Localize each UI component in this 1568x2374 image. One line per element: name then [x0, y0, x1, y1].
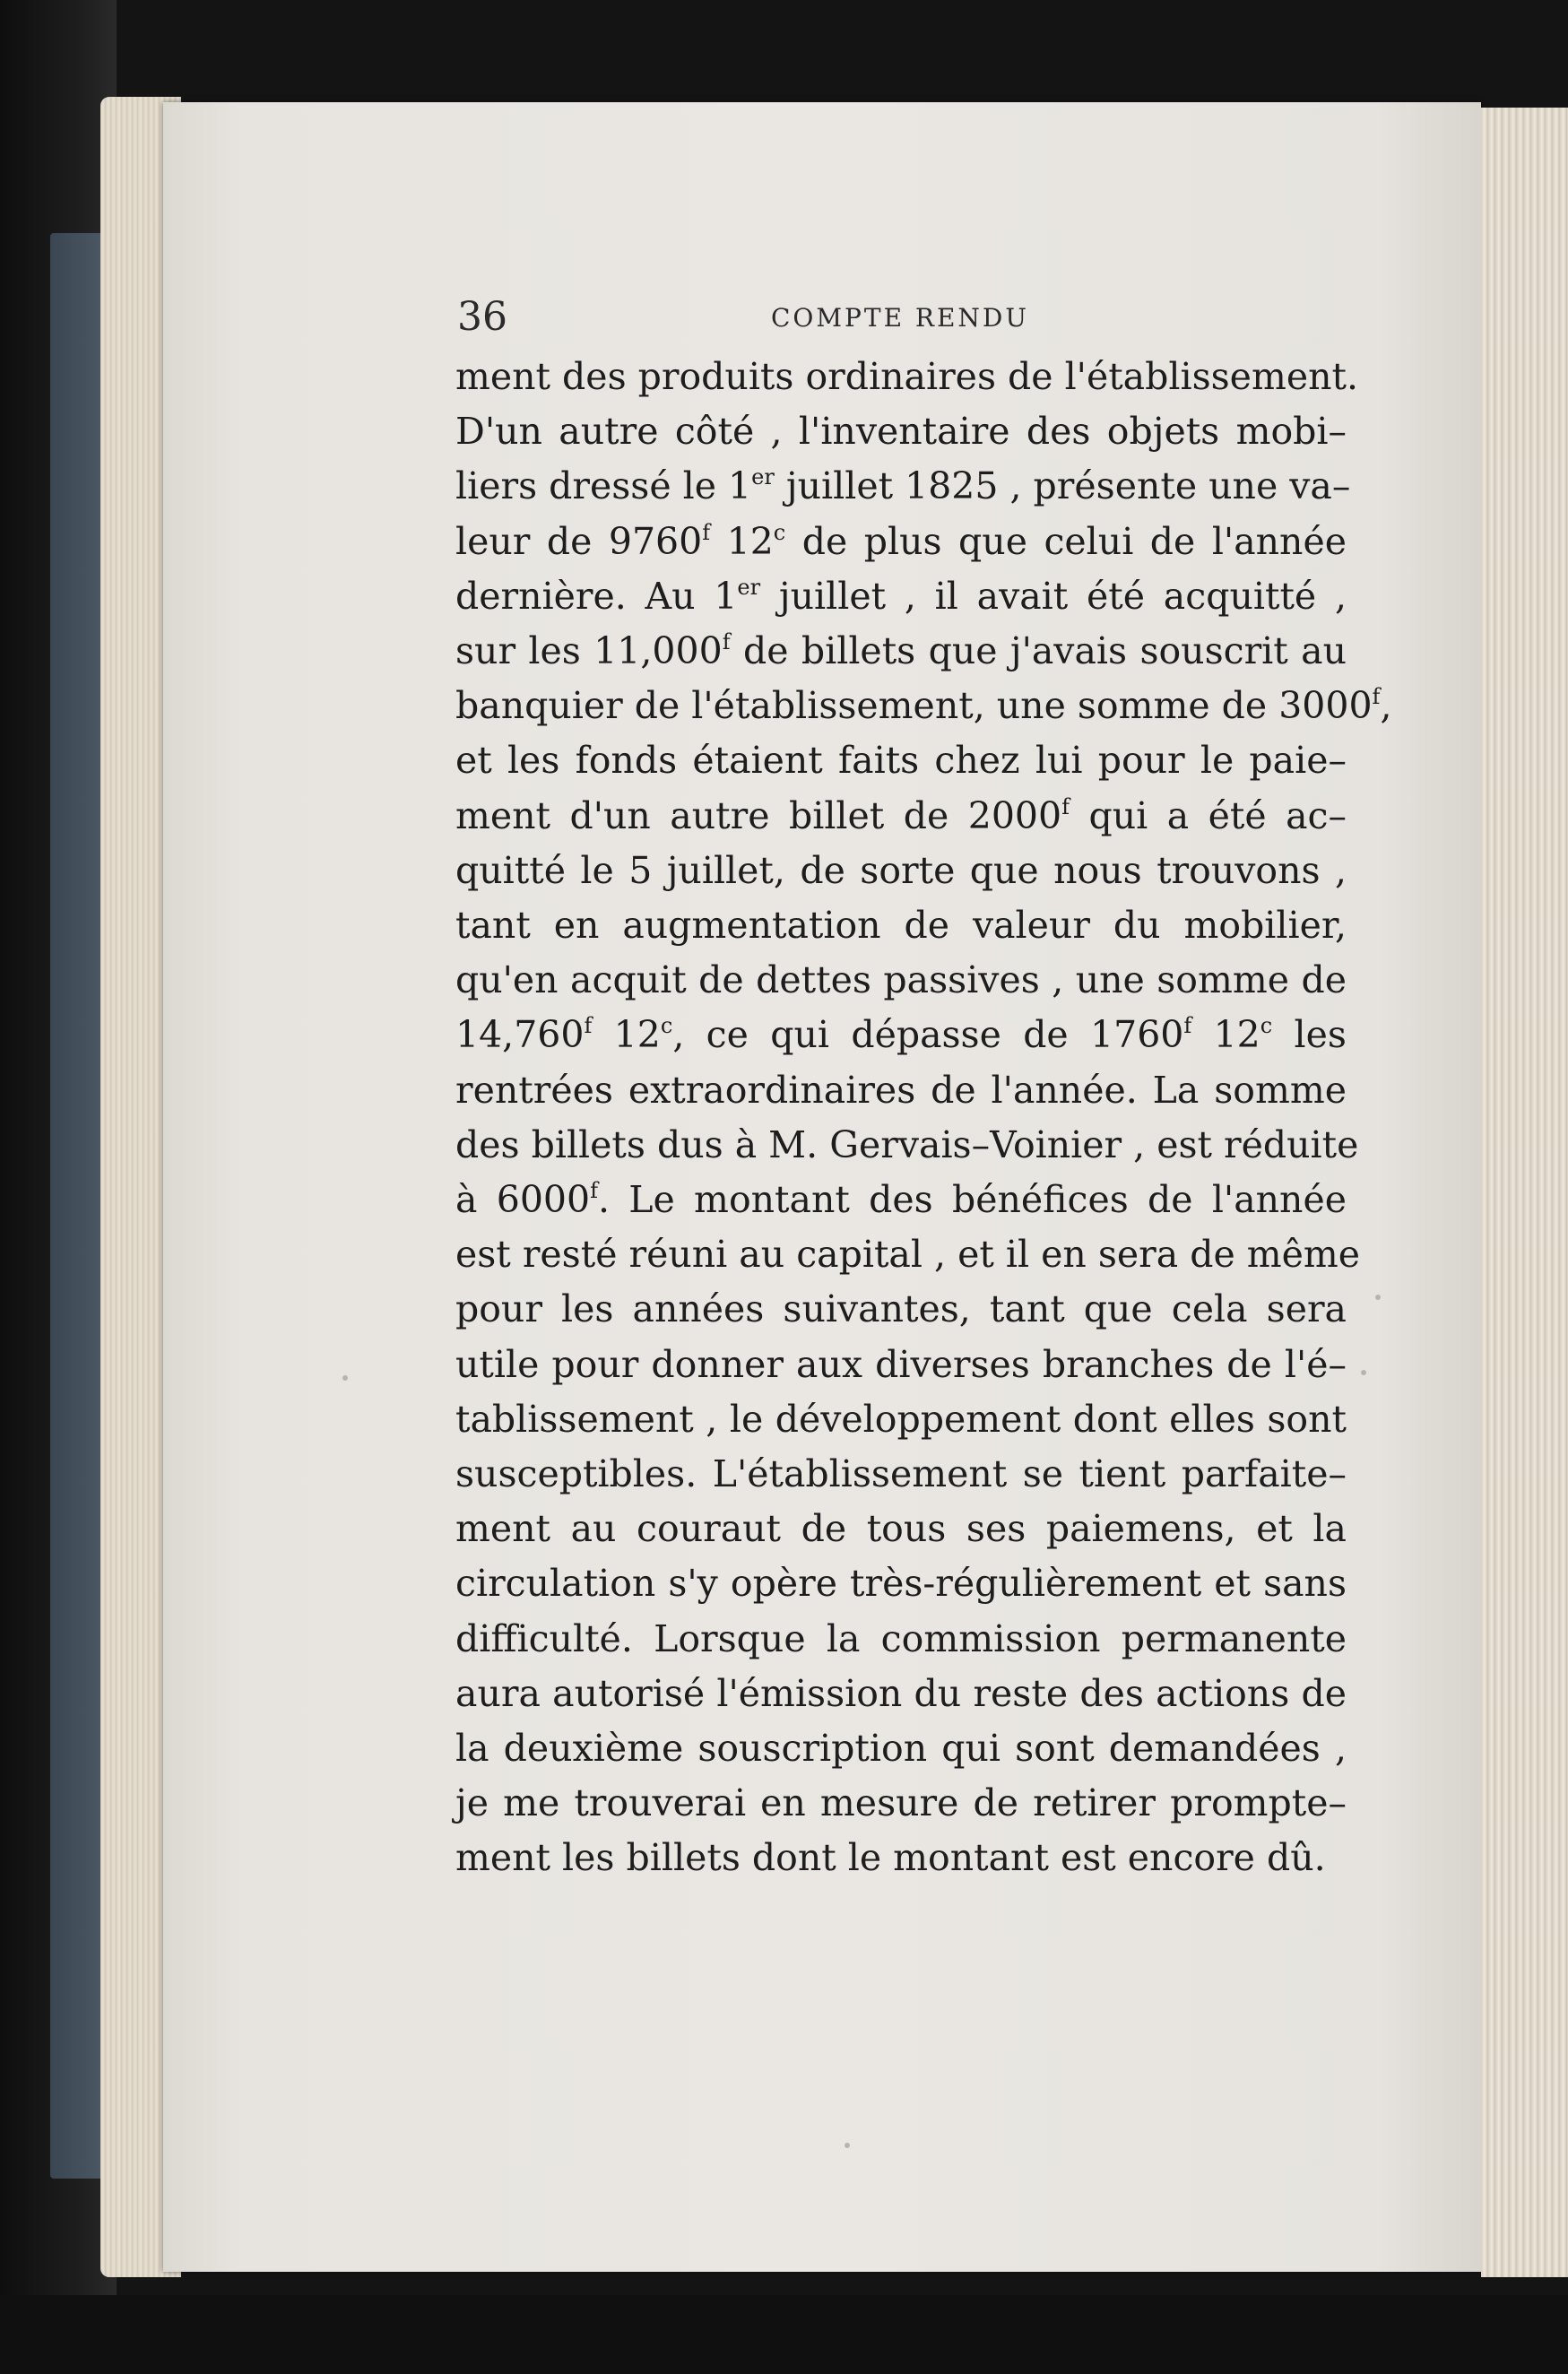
text-segment: sur les 11,000 — [455, 629, 723, 673]
text-line — [455, 953, 1347, 1008]
header-title: COMPTE RENDU — [771, 303, 1029, 333]
text-segment: . Le montant des bénéfices de l'année — [597, 1178, 1347, 1222]
superscript: f — [722, 629, 731, 655]
text-segment: pour les années suivantes, tant que cela sera — [455, 1287, 1347, 1331]
text-segment: les — [1272, 1013, 1347, 1057]
text-segment: circulation s'y opère très-régulièrement et sans — [455, 1562, 1347, 1606]
superscript: f — [702, 519, 711, 545]
text-segment: à 6000 — [455, 1178, 591, 1222]
text-segment: 12 — [1191, 1013, 1260, 1057]
text-line — [455, 515, 1347, 569]
text-line — [455, 1392, 1347, 1447]
text-line — [455, 679, 1392, 733]
superscript: c — [1260, 1013, 1273, 1039]
text-segment: , — [1380, 684, 1392, 728]
text-segment: rentrées extraordinaires de l'année. La somme — [455, 1068, 1347, 1112]
text-segment: qui a été ac– — [1069, 793, 1347, 837]
page-stack-right — [1481, 108, 1568, 2277]
page-number: 36 — [457, 294, 507, 340]
text-segment: leur de 9760 — [455, 519, 703, 563]
text-segment: de plus que celui de l'année — [785, 519, 1347, 563]
text-line — [455, 1556, 1347, 1611]
text-line — [455, 1776, 1347, 1831]
text-segment: ment des produits ordinaires de l'établissement. — [455, 355, 1359, 398]
text-segment: 14,760 — [455, 1013, 585, 1057]
text-line — [455, 1173, 1347, 1227]
superscript: f — [1061, 793, 1070, 819]
text-segment: 12 — [592, 1013, 661, 1057]
running-head — [457, 294, 1354, 348]
text-line — [455, 1118, 1359, 1173]
superscript: er — [751, 464, 775, 490]
text-segment: ment au couraut de tous ses paiemens, et la — [455, 1507, 1347, 1551]
text-line — [455, 844, 1347, 898]
text-segment: juillet 1825 , présente une va– — [774, 464, 1351, 508]
text-segment: 12 — [710, 519, 774, 563]
text-segment: je me trouverai en mesure de retirer prompte– — [455, 1781, 1347, 1825]
text-segment: juillet , il avait été acquitté , — [760, 574, 1347, 618]
body-text — [455, 350, 1392, 1886]
text-line — [455, 1831, 1347, 1885]
text-segment: susceptibles. L'établissement se tient parfaite– — [455, 1452, 1347, 1496]
text-segment: banquier de l'établissement, une somme de 3000 — [455, 684, 1373, 728]
text-line — [455, 1063, 1347, 1118]
text-segment: et les fonds étaient faits chez lui pour le paie– — [455, 739, 1347, 783]
text-segment: ment les billets dont le montant est encore dû. — [455, 1836, 1326, 1880]
text-line — [455, 898, 1347, 953]
superscript: er — [737, 574, 761, 600]
text-segment: la deuxième souscription qui sont demandées , — [455, 1727, 1347, 1771]
page-speck — [342, 1375, 348, 1381]
text-segment: quitté le 5 juillet, de sorte que nous trouvons , — [455, 848, 1347, 892]
text-segment: qu'en acquit de dettes passives , une somme de — [455, 958, 1347, 1002]
dark-backdrop-bottom — [0, 2295, 1568, 2374]
text-segment: est resté réuni au capital , et il en sera de même — [455, 1233, 1361, 1277]
text-line — [455, 1667, 1347, 1721]
text-line — [455, 1282, 1347, 1337]
text-segment: , ce qui dépasse de 1760 — [672, 1013, 1184, 1057]
text-segment: liers dressé le 1 — [455, 464, 752, 508]
text-segment: tablissement , le développement dont elles sont — [455, 1397, 1347, 1441]
text-line — [455, 733, 1347, 788]
text-line — [455, 459, 1351, 514]
text-segment: dernière. Au 1 — [455, 574, 738, 618]
text-segment: de billets que j'avais souscrit au — [730, 629, 1347, 673]
text-line — [455, 569, 1347, 624]
text-line — [455, 1227, 1361, 1282]
text-line — [455, 1721, 1347, 1776]
text-segment: tant en augmentation de valeur du mobilier, — [455, 904, 1347, 948]
text-segment: D'un autre côté , l'inventaire des objets mobi– — [455, 410, 1347, 454]
text-segment: difficulté. Lorsque la commission permanente — [455, 1616, 1347, 1660]
text-line — [455, 1338, 1347, 1392]
text-line — [455, 789, 1347, 844]
page-speck — [1375, 1295, 1381, 1300]
superscript: f — [590, 1178, 598, 1204]
text-line — [455, 1612, 1347, 1667]
text-line — [455, 1008, 1347, 1062]
superscript: f — [1183, 1013, 1192, 1039]
text-segment: utile pour donner aux diverses branches de l'é– — [455, 1342, 1347, 1386]
text-segment: ment d'un autre billet de 2000 — [455, 793, 1062, 837]
page-speck — [845, 2143, 850, 2148]
text-line — [455, 350, 1359, 404]
superscript: c — [660, 1013, 673, 1039]
superscript: f — [584, 1013, 593, 1039]
page-speck — [1361, 1370, 1366, 1375]
superscript: c — [773, 519, 786, 545]
text-line — [455, 624, 1347, 679]
text-line — [455, 1447, 1347, 1502]
text-line — [455, 1502, 1347, 1556]
text-segment: aura autorisé l'émission du reste des actions de — [455, 1671, 1347, 1715]
superscript: f — [1372, 684, 1381, 710]
text-segment: des billets dus à M. Gervais–Voinier , est réduite — [455, 1122, 1359, 1166]
text-line — [455, 404, 1347, 459]
